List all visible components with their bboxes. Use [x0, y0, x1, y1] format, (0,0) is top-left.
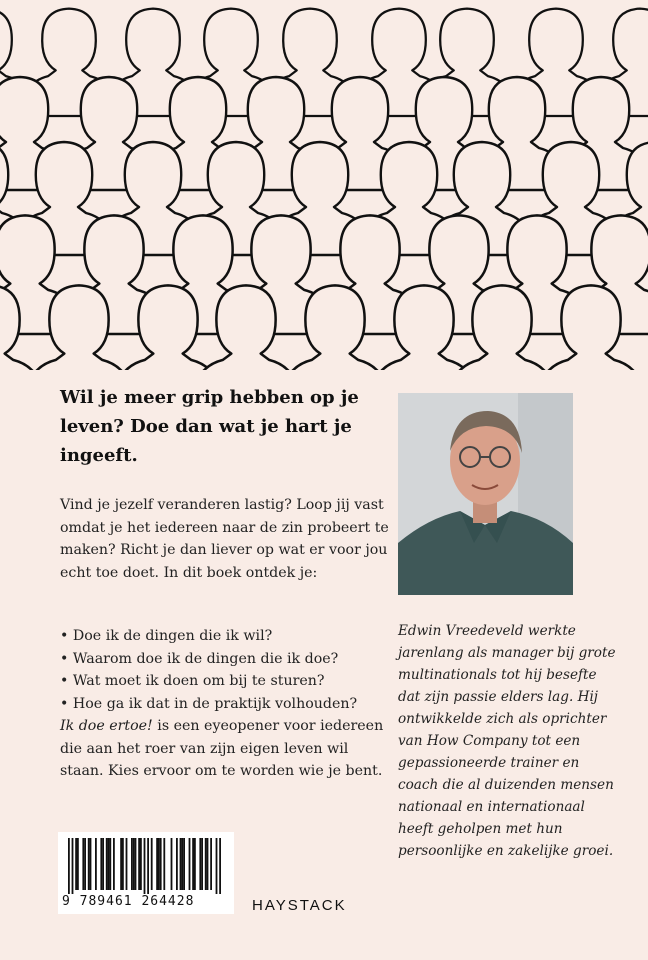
author-photo — [398, 393, 573, 595]
headline: Wil je meer grip hebben op je leven? Doe dan wat je hart je ingeeft. — [60, 387, 359, 466]
isbn-number: 9 789461 264428 — [62, 894, 195, 909]
list-item: • Hoe ga ik dat in de praktijk volhouden? — [60, 693, 390, 716]
barcode — [58, 832, 234, 914]
question-list — [60, 625, 390, 715]
publisher-logo: HAYSTACK — [252, 897, 347, 914]
intro-paragraph: Vind je jezelf veranderen lastig? Loop jij vast omdat je het iedereen naar de zin probeert te maken? Richt je dan liever op wat er voor jou echt toe doet. In dit boek ontdek je: — [60, 497, 389, 581]
closing-text: is een eyeopener voor iedereen die aan het roer van zijn eigen leven wil staan. Kies ervoor om te worden wie je bent. — [60, 718, 384, 779]
book-title: Ik doe ertoe! — [60, 718, 153, 734]
barcode-bars — [68, 838, 224, 894]
crowd-illustration — [0, 0, 648, 370]
list-item: • Doe ik de dingen die ik wil? — [60, 625, 390, 648]
author-bio: Edwin Vreedeveld werkte jarenlang als manager bij grote multinationals tot hij besefte dat zijn passie elders lag. Hij ontwikkelde zich als oprichter van How Company tot een gepassioneerde trainer en coach die al duizenden mensen nationaal en internationaal heeft geholpen met hun persoonlijke en zakelijke groei. — [398, 623, 616, 859]
list-item: • Wat moet ik doen om bij te sturen? — [60, 670, 390, 693]
list-item: • Waarom doe ik de dingen die ik doe? — [60, 648, 390, 671]
closing-paragraph — [60, 715, 390, 783]
